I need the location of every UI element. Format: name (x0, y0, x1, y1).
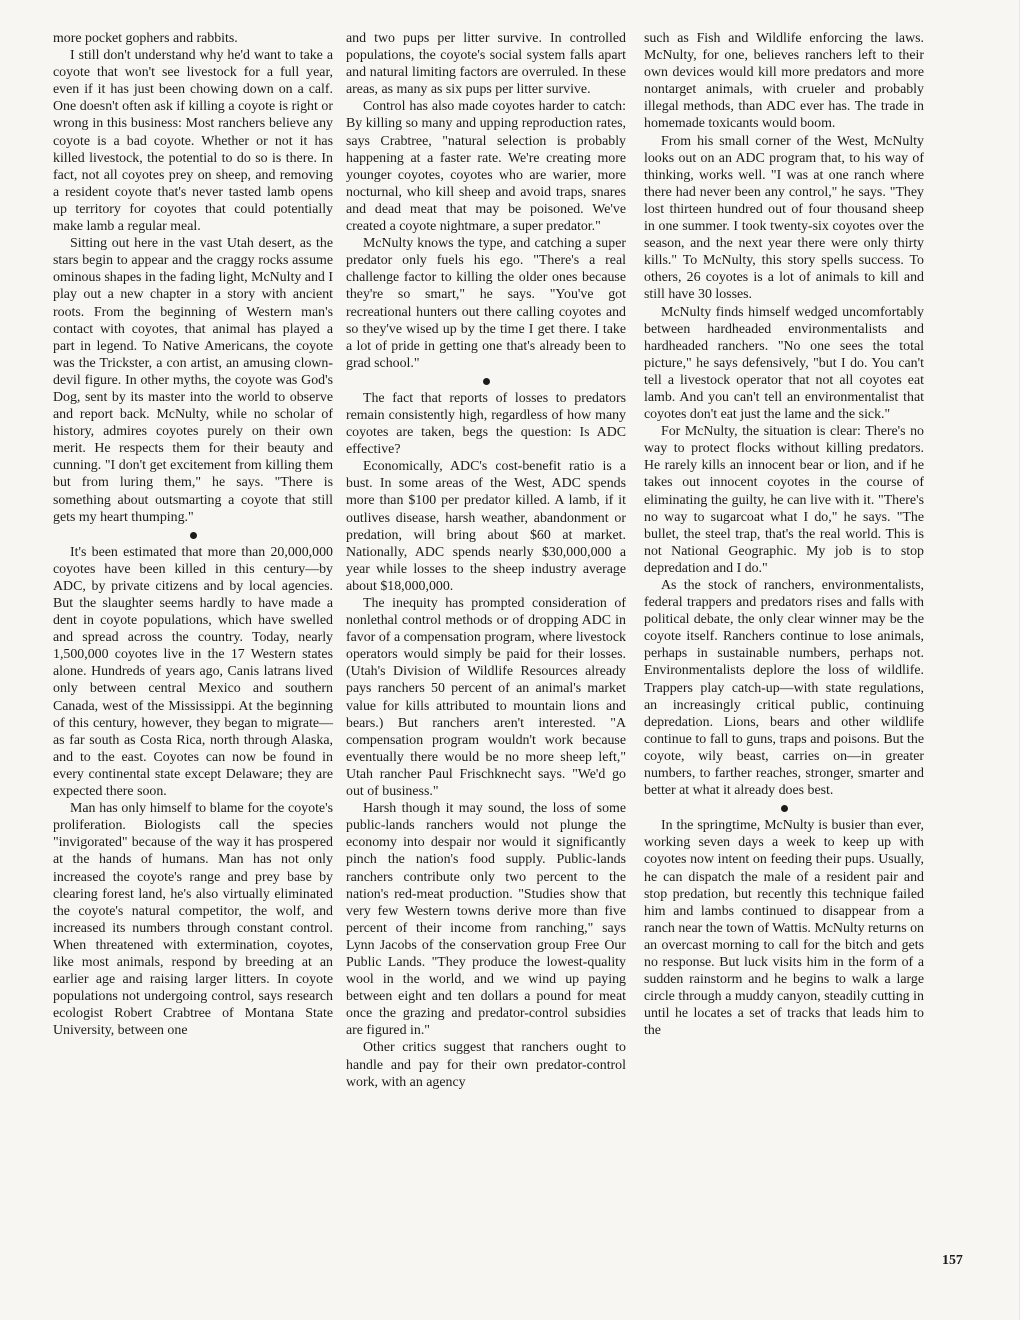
section-break-bullet (483, 378, 490, 385)
paragraph: and two pups per litter survive. In controlled populations, the coyote's social system falls apart and natural limiting factors are overruled. In these areas, as many as six pups per litter survive. (346, 31, 626, 98)
paragraph: In the springtime, McNulty is busier than ever, working seven days a week to keep up with coyotes now intent on feeding their pups. Usually, he can dispatch the male of a resident pair and stop predation, but recently this technique failed him and lambs continued to disappear from a ranch near the town of Wattis. McNulty returns on an overcast morning to call for the bitch and gets no response. But luck visits him in the form of a sudden rainstorm and he begins to walk a large circle through a muddy canyon, steadily cutting in until he locates a set of tracks that leads him to the (644, 818, 924, 1039)
paragraph: Control has also made coyotes harder to catch: By killing so many and upping reproduction rates, says Crabtree, "natural selection is probably happening at a faster rate. We're creating more younger coyotes, coyotes who are warier, more nocturnal, who kill sheep and avoid traps, snares and dead meat that may be poisoned. We've created a coyote nightmare, a super predator." (346, 99, 626, 235)
paragraph: such as Fish and Wildlife enforcing the laws. McNulty, for one, believes ranchers left to their own devices would kill more predators and more nontarget animals, with crueler and probably illegal methods, than ADC ever has. The trade in homemade toxicants would boom. (644, 31, 924, 132)
paragraph: I still don't understand why he'd want to take a coyote that won't see livestock for a full year, even if it has just been chowing down on a calf. One doesn't often ask if killing a coyote is right or wrong in this business: Most ranchers believe any coyote is a bad coyote. Whether or not it has killed livestock, the potential to do so is there. In fact, not all coyotes prey on sheep, and removing a resident coyote that's never tasted lamb opens up territory for coyotes that could potentially make lamb a regular meal. (53, 48, 333, 235)
paragraph: As the stock of ranchers, environmentalists, federal trappers and predators rises and falls with political debate, the only clear winner may be the coyote itself. Ranchers continue to lose animals, perhaps in sustainable numbers, perhaps not. Environmentalists deplore the loss of wildlife. Trappers play catch-up—with state regulations, an increasingly critical public, continuing depredation. Lions, bears and other wildlife continue to fall to guns, traps and poisons. But the coyote, wily beast, carries on—in greater numbers, to farther reaches, stronger, smarter and better at what it already does best. (644, 578, 924, 799)
paragraph: more pocket gophers and rabbits. (53, 31, 238, 46)
text-column-1 (53, 30, 333, 1039)
text-column-3 (644, 30, 924, 1039)
paragraph: Man has only himself to blame for the coyote's proliferation. Biologists call the species "invigorated" because of the way it has prospered at the hands of humans. Man has not only increased the coyote's range and prey base by clearing forest land, he's also virtually eliminated the coyote's natural competitor, the wolf, and increased its numbers through constant control. When threatened with extermination, coyotes, like most animals, respond by breeding at an earlier age and raising larger litters. In coyote populations not undergoing control, says research ecologist Robert Crabtree of Montana State University, between one (53, 801, 333, 1039)
paragraph: The inequity has prompted consideration of nonlethal control methods or of dropping ADC in favor of a compensation program, where livestock operators would simply be paid for their losses. (Utah's Division of Wildlife Resources already pays ranchers 50 percent of an animal's market value for kills attributed to mountain lions and bears.) But ranchers aren't interested. "A compensation program wouldn't work because eventually there would be no more sheep left," Utah rancher Paul Frischknecht says. "We'd go out of business." (346, 596, 626, 800)
paragraph: Harsh though it may sound, the loss of some public-lands ranchers would not plunge the economy into despair nor would it significantly pinch the nation's food supply. Public-lands ranchers contribute only two percent to the nation's red-meat production. "Studies show that very few Western towns derive more than five percent of their income from ranching," says Lynn Jacobs of the conservation group Free Our Public Lands. "They produce the lowest-quality wool in the world, and we wind up paying between eight and ten dollars a pound for meat once the grazing and predator-control subsidies are figured in." (346, 801, 626, 1039)
paragraph: The fact that reports of losses to predators remain consistently high, regardless of how many coyotes are taken, begs the question: Is ADC effective? (346, 390, 626, 458)
paragraph: It's been estimated that more than 20,000,000 coyotes have been killed in this century—by ADC, by private citizens and by local agencies. But the slaughter seems hardly to have made a dent in coyote populations, which have swelled and spread across the country. Today, nearly 1,500,000 coyotes live in the 17 Western states alone. Hundreds of years ago, Canis latrans lived only between central Mexico and southern Canada, west of the Mississippi. At the beginning of this century, however, they began to migrate—as far south as Costa Rica, north through Alaska, and to the east. Coyotes can now be found in every continental state except Delaware; they are expected there soon. (53, 544, 333, 800)
page-number: 157 (942, 1253, 963, 1268)
section-break-bullet (190, 532, 197, 539)
text-column-2 (346, 30, 626, 1091)
paragraph: For McNulty, the situation is clear: There's no way to protect flocks without killing predators. He rarely kills an innocent bear or lion, and if he takes out innocent coyotes in the course of eliminating the guilty, he can live with it. "There's no way to sugarcoat what I do," he says. "The bullet, the steel trap, that's the real world. This is not National Geographic. My job is to stop depredation and I do." (644, 424, 924, 576)
paragraph: From his small corner of the West, McNulty looks out on an ADC program that, to his way of thinking, works well. "I was at one ranch where there had never been any control," he says. "They lost thirteen hundred out of four thousand sheep in one summer. I took twenty-six coyotes over the season, and the next year there were only thirty kills." To McNulty, this story spells success. To others, 26 coyotes is a lot of animals to kill and still have 30 losses. (644, 133, 924, 303)
section-break-bullet (781, 805, 788, 812)
paragraph: McNulty knows the type, and catching a super predator only fuels his ego. "There's a real challenge factor to killing the older ones because they're so smart," he says. "You've got recreational hunters out there calling coyotes and so they've wised up by the time I get there. I take a lot of pride in getting one that's already been to grad school." (346, 236, 626, 371)
paragraph: Sitting out here in the vast Utah desert, as the stars begin to appear and the craggy rocks assume ominous shapes in the fading light, McNulty and I play out a new chapter in a story with ancient roots. From the beginning of Western man's contact with coyotes, that animal has played a part in legend. To Native Americans, the coyote was the Trickster, a con artist, an amusing clown-devil figure. In other myths, the coyote was God's Dog, sent by its master into the world to observe and report back. McNulty, while no scholar of history, admires coyotes purely on their own merit. He respects them for their beauty and cunning. "I don't get excitement from killing them but from luring them," he says. "There is something about outsmarting a coyote that still gets my heart thumping." (53, 236, 333, 525)
paragraph: Economically, ADC's cost-benefit ratio is a bust. In some areas of the West, ADC spends more than $100 per predator killed. A lamb, if it outlives disease, harsh weather, abandonment or predation, will bring about $60 at market. Nationally, ADC spends nearly $30,000,000 a year while losses to the sheep industry average about $18,000,000. (346, 459, 626, 594)
paragraph: McNulty finds himself wedged uncomfortably between hardheaded environmentalists and hardheaded ranchers. "No one sees the total picture," he says defensively, "but I do. You can't tell a livestock operator that not all coyotes eat lamb. And you can't tell an environmentalist that coyotes don't eat just the lame and the sick." (644, 304, 924, 423)
paragraph: Other critics suggest that ranchers ought to handle and pay for their own predator-control work, with an agency (346, 1040, 626, 1090)
